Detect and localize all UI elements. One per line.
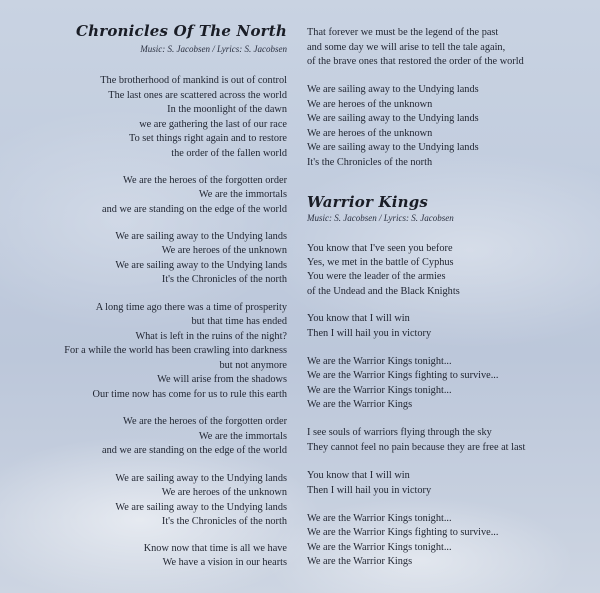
left-column bbox=[0, 0, 290, 593]
lyric-line: Then I will hail you in victory bbox=[307, 328, 432, 339]
lyric-line: of the Undead and the Black Knights bbox=[307, 286, 460, 297]
lyric-line: We are the Warrior Kings bbox=[307, 399, 413, 410]
lyric-line: Know now that time is all we have bbox=[143, 543, 287, 554]
lyric-line: You know that I've seen you before bbox=[307, 243, 453, 254]
lyric-line: That forever we must be the legend of the past bbox=[307, 27, 499, 38]
lyric-line: To set things right again and to restore bbox=[129, 133, 287, 144]
lyric-line: We are heroes of the unknown bbox=[307, 99, 433, 110]
lyric-line: We are the Warrior Kings fighting to survive... bbox=[307, 370, 499, 381]
lyric-line: What is left in the ruins of the night? bbox=[135, 331, 287, 342]
lyric-line: You were the leader of the armies bbox=[307, 271, 446, 282]
lyric-line: We are the heroes of the forgotten order bbox=[123, 416, 287, 427]
lyric-line: It's the Chronicles of the north bbox=[161, 274, 287, 285]
lyric-line: We are the Warrior Kings tonight... bbox=[307, 356, 452, 367]
lyric-line: We are the Warrior Kings bbox=[307, 556, 413, 567]
lyric-line: In the moonlight of the dawn bbox=[167, 104, 287, 115]
lyric-line: We are heroes of the unknown bbox=[307, 128, 433, 139]
song-title-chronicles: Chronicles Of The North bbox=[75, 22, 287, 40]
lyric-line: and some day we will arise to tell the tale again, bbox=[307, 42, 506, 53]
lyric-line: We are the Warrior Kings tonight... bbox=[307, 513, 452, 524]
lyric-line: You know that I will win bbox=[307, 313, 410, 324]
song-credits-chronicles: Music: S. Jacobsen / Lyrics: S. Jacobsen bbox=[140, 44, 287, 54]
lyric-line: The last ones are scattered across the world bbox=[108, 90, 287, 101]
song-title-warrior-kings: Warrior Kings bbox=[307, 193, 429, 211]
lyric-line: We have a vision in our hearts bbox=[162, 557, 287, 568]
lyric-line: It's the Chronicles of the north bbox=[307, 157, 433, 168]
lyric-line: Then I will hail you in victory bbox=[307, 485, 432, 496]
lyric-line: We are the heroes of the forgotten order bbox=[123, 175, 287, 186]
lyric-line: We are the Warrior Kings tonight... bbox=[307, 385, 452, 396]
lyric-line: We are heroes of the unknown bbox=[161, 245, 287, 256]
right-column bbox=[307, 0, 600, 593]
lyric-line: Yes, we met in the battle of Cyphus bbox=[307, 257, 454, 268]
lyric-line: and we are standing on the edge of the world bbox=[102, 445, 287, 456]
lyric-line: We are sailing away to the Undying lands bbox=[307, 113, 479, 124]
lyric-line: We will arise from the shadows bbox=[157, 374, 287, 385]
lyric-line: It's the Chronicles of the north bbox=[161, 516, 287, 527]
lyric-line: We are sailing away to the Undying lands bbox=[307, 142, 479, 153]
lyric-line: the order of the fallen world bbox=[171, 148, 287, 159]
lyric-line: They cannot feel no pain because they are free at last bbox=[307, 442, 526, 453]
lyric-line: We are sailing away to the Undying lands bbox=[115, 260, 287, 271]
lyric-line: Our time now has come for us to rule this earth bbox=[92, 389, 287, 400]
lyric-line: The brotherhood of mankind is out of control bbox=[100, 75, 287, 86]
lyric-line: but that time has ended bbox=[191, 316, 287, 327]
lyric-line: We are the immortals bbox=[198, 431, 287, 442]
song-credits-warrior-kings: Music: S. Jacobsen / Lyrics: S. Jacobsen bbox=[307, 213, 454, 223]
lyric-line: You know that I will win bbox=[307, 470, 410, 481]
lyric-line: We are sailing away to the Undying lands bbox=[115, 502, 287, 513]
lyric-line: We are the immortals bbox=[198, 189, 287, 200]
lyric-line: We are the Warrior Kings fighting to survive... bbox=[307, 527, 499, 538]
lyric-line: I see souls of warriors flying through the sky bbox=[307, 427, 492, 438]
lyric-line: but not anymore bbox=[219, 360, 287, 371]
lyric-line: We are sailing away to the Undying lands bbox=[307, 84, 479, 95]
lyric-line: and we are standing on the edge of the world bbox=[102, 204, 287, 215]
lyric-line: We are the Warrior Kings tonight... bbox=[307, 542, 452, 553]
lyric-line: we are gathering the last of our race bbox=[139, 119, 287, 130]
lyric-line: We are heroes of the unknown bbox=[161, 487, 287, 498]
lyric-line: We are sailing away to the Undying lands bbox=[115, 231, 287, 242]
lyric-line: For a while the world has been crawling into darkness bbox=[64, 345, 287, 356]
lyric-line: of the brave ones that restored the order of the world bbox=[307, 56, 524, 67]
lyric-line: A long time ago there was a time of prosperity bbox=[95, 302, 287, 313]
lyric-line: We are sailing away to the Undying lands bbox=[115, 473, 287, 484]
